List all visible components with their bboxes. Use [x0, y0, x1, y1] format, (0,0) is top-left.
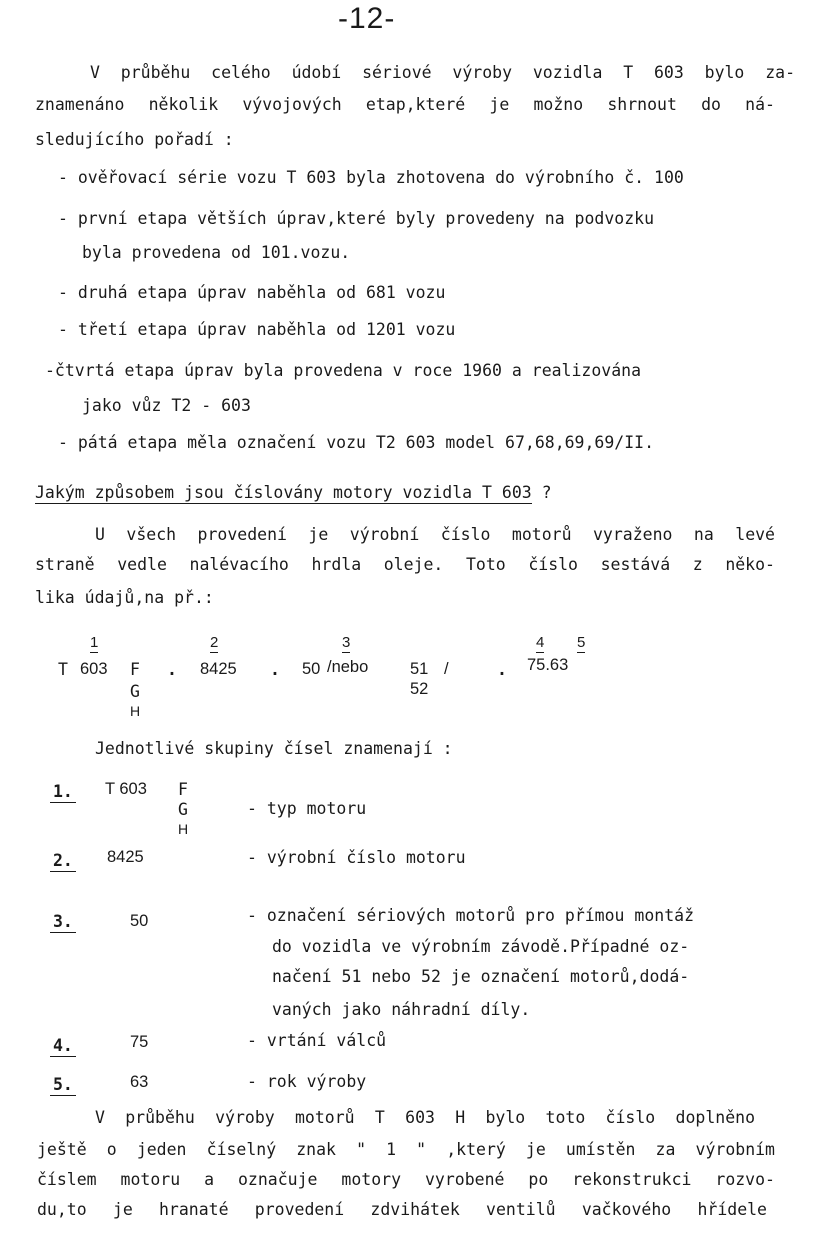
stage-item: - pátá etapa měla označení vozu T2 603 model 67,68,69,69/II. [58, 433, 655, 452]
group-marker: 3 [342, 634, 351, 651]
legend-number: 5. [50, 1075, 76, 1096]
legend-code: 8425 [107, 848, 144, 866]
legend-variant: G [178, 800, 188, 819]
example-model: 603 [80, 660, 108, 678]
example-t: T [58, 660, 68, 679]
legend-variant: F [178, 780, 188, 799]
body-line: ještě o jeden číselný znak " 1 " ,který je umístěn za výrobním [37, 1140, 775, 1159]
example-alt: 51 [410, 660, 429, 678]
example-separator: . [497, 660, 507, 679]
example-variant: F [130, 660, 140, 679]
body-line: číslem motoru a označuje motory vyrobené po rekonstrukci rozvo- [37, 1170, 775, 1189]
page-number: -12- [338, 2, 396, 35]
legend-code: T 603 [105, 780, 147, 798]
legend-desc: - rok výroby [247, 1072, 367, 1091]
stage-item: - druhá etapa úprav naběhla od 681 vozu [58, 283, 446, 302]
question-mark: ? [541, 483, 552, 502]
legend-desc: - výrobní číslo motoru [247, 848, 466, 867]
stage-item: - třetí etapa úprav naběhla od 1201 vozu [58, 320, 456, 339]
body-line: V průběhu výroby motorů T 603 H bylo toto číslo doplněno [95, 1108, 755, 1127]
body-line: straně vedle nalévacího hrdla oleje. Toto číslo sestává z něko- [35, 555, 775, 574]
stage-item: byla provedena od 101.vozu. [82, 243, 351, 262]
example-alt: 52 [410, 680, 429, 698]
legend-desc-cont: do vozidla ve výrobním závodě.Případné oz- [272, 937, 690, 956]
legend-number: 3. [50, 912, 76, 933]
group-marker: 1 [90, 634, 99, 651]
example-slash: / [444, 660, 449, 678]
example-separator: . [167, 660, 177, 679]
stage-item: - ověřovací série vozu T 603 byla zhotovena do výrobního č. 100 [58, 168, 684, 187]
legend-number: 2. [50, 851, 76, 872]
legend-number: 1. [50, 782, 76, 803]
groups-intro: Jednotlivé skupiny čísel znamenají : [95, 739, 453, 758]
body-line: U všech provedení je výrobní číslo motorů vyraženo na levé [95, 525, 775, 544]
example-serial: 8425 [200, 660, 237, 678]
body-line: du,to je hranaté provedení zdvihátek ventilů vačkového hřídele [37, 1200, 767, 1219]
group-marker: 5 [577, 634, 586, 651]
example-variant: H [130, 703, 141, 719]
example-bore-year: 75.63 [527, 656, 569, 674]
legend-desc-cont: vaných jako náhradní díly. [272, 1000, 531, 1019]
group-marker: 4 [536, 634, 545, 651]
stage-item: - první etapa větších úprav,které byly provedeny na podvozku [58, 209, 655, 228]
legend-number: 4. [50, 1036, 76, 1057]
legend-variant: H [178, 821, 189, 837]
stage-item: jako vůz T2 - 603 [82, 396, 251, 415]
intro-line: V průběhu celého údobí sériové výroby vozidla T 603 bylo za- [90, 63, 795, 82]
stage-item: -čtvrtá etapa úprav byla provedena v roce 1960 a realizována [45, 361, 642, 380]
example-or: /nebo [327, 658, 369, 676]
section-question [35, 483, 552, 502]
body-line: lika údajů,na př.: [35, 588, 214, 607]
example-variant: G [130, 682, 140, 701]
intro-line: znamenáno několik vývojových etap,které je možno shrnout do ná- [35, 95, 775, 114]
legend-desc-cont: načení 51 nebo 52 je označení motorů,dodá- [272, 967, 690, 986]
group-marker: 2 [210, 634, 219, 651]
legend-code: 75 [130, 1033, 149, 1051]
question-text: Jakým způsobem jsou číslovány motory vozidla T 603 [35, 483, 532, 502]
example-separator: . [270, 660, 280, 679]
legend-code: 50 [130, 912, 149, 930]
intro-line: sledujícího pořadí : [35, 130, 234, 149]
legend-desc: - vrtání válců [247, 1031, 387, 1050]
legend-desc: - typ motoru [247, 799, 367, 818]
legend-code: 63 [130, 1073, 149, 1091]
example-series: 50 [302, 660, 321, 678]
legend-desc: - označení sériových motorů pro přímou montáž [247, 906, 695, 925]
